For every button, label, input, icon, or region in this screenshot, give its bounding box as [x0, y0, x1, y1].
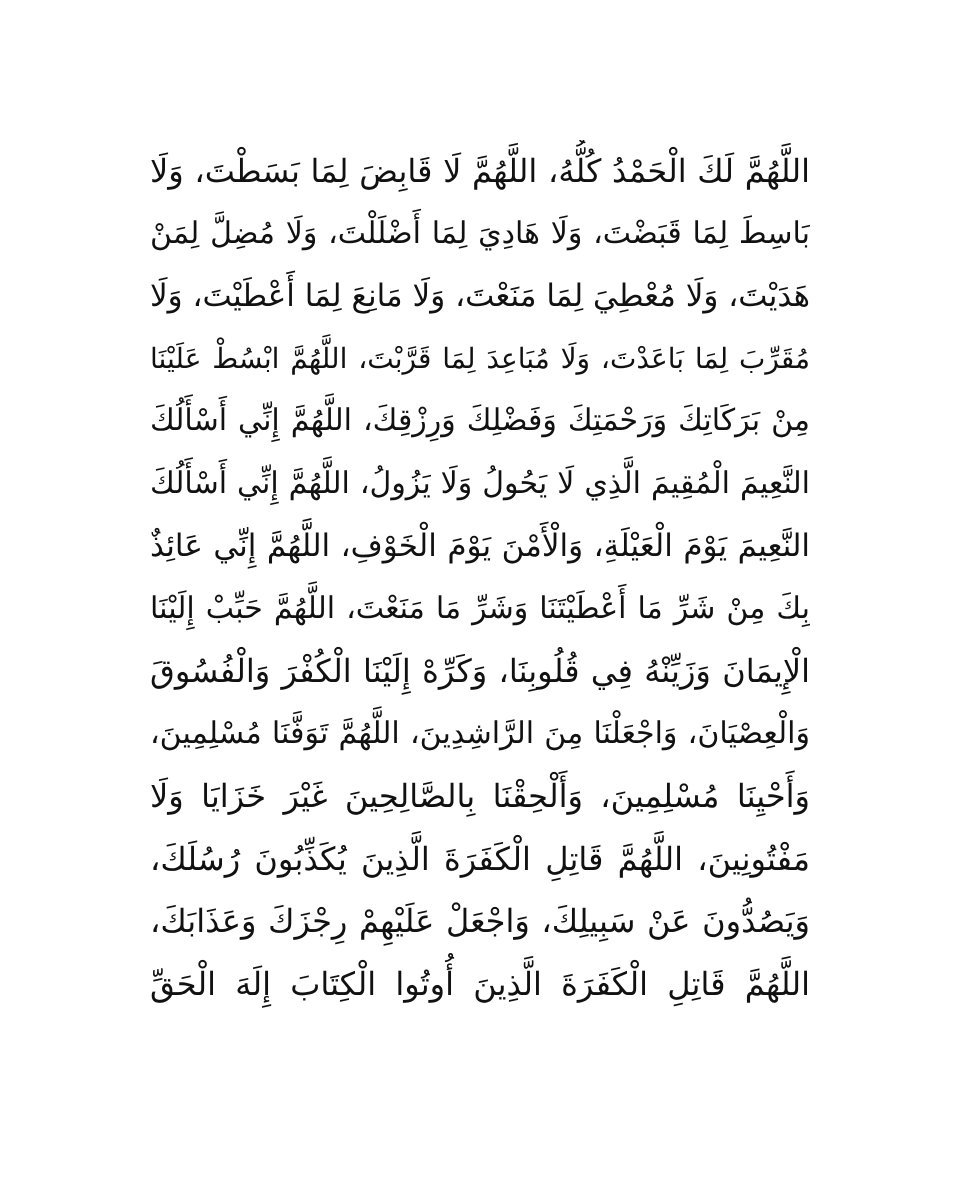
text-line: وَالْعِصْيَانَ، وَاجْعَلْنَا مِنَ الرَّاشِدِينَ، اللَّهُمَّ تَوَفَّنَا مُسْلِمِينَ، — [150, 715, 810, 751]
text-line: النَّعِيمَ يَوْمَ الْعَيْلَةِ، وَالْأَمْنَ يَوْمَ الْخَوْفِ، اللَّهُمَّ إِنِّي عَائِذٌ — [150, 528, 810, 564]
text-line: اللَّهُمَّ لَكَ الْحَمْدُ كُلُّهُ، اللَّهُمَّ لَا قَابِضَ لِمَا بَسَطْتَ، وَلَا — [150, 152, 810, 190]
text-line: الْإِيمَانَ وَزَيِّنْهُ فِي قُلُوبِنَا، وَكَرِّهْ إِلَيْنَا الْكُفْرَ وَالْفُسُوقَ — [150, 652, 810, 690]
text-line: مَفْتُونِينَ، اللَّهُمَّ قَاتِلِ الْكَفَرَةَ الَّذِينَ يُكَذِّبُونَ رُسُلَكَ، — [150, 839, 810, 878]
text-line: وَيَصُدُّونَ عَنْ سَبِيلِكَ، وَاجْعَلْ عَلَيْهِمْ رِجْزَكَ وَعَذَابَكَ، — [150, 902, 810, 940]
text-line: بَاسِطَ لِمَا قَبَضْتَ، وَلَا هَادِيَ لِمَا أَضْلَلْتَ، وَلَا مُضِلَّ لِمَنْ — [150, 215, 810, 251]
text-line: بِكَ مِنْ شَرِّ مَا أَعْطَيْتَنَا وَشَرِّ مَا مَنَعْتَ، اللَّهُمَّ حَبِّبْ إِلَيْنَا — [150, 590, 810, 626]
text-line: اللَّهُمَّ قَاتِلِ الْكَفَرَةَ الَّذِينَ أُوتُوا الْكِتَابَ إِلَهَ الْحَقِّ — [150, 964, 810, 1003]
text-line: وَأَحْيِنَا مُسْلِمِينَ، وَأَلْحِقْنَا بِالصَّالِحِينَ غَيْرَ خَزَايَا وَلَا — [150, 777, 810, 815]
text-line: مُقَرِّبَ لِمَا بَاعَدْتَ، وَلَا مُبَاعِدَ لِمَا قَرَّبْتَ، اللَّهُمَّ ابْسُطْ عَلَيْنَا — [150, 341, 810, 375]
text-line: النَّعِيمَ الْمُقِيمَ الَّذِي لَا يَحُولُ وَلَا يَزُولُ، اللَّهُمَّ إِنِّي أَسْأَلُكَ — [150, 465, 810, 501]
text-line: هَدَيْتَ، وَلَا مُعْطِيَ لِمَا مَنَعْتَ، وَلَا مَانِعَ لِمَا أَعْطَيْتَ، وَلَا — [150, 278, 810, 314]
text-line: مِنْ بَرَكَاتِكَ وَرَحْمَتِكَ وَفَضْلِكَ وَرِزْقِكَ، اللَّهُمَّ إِنِّي أَسْأَلُكَ — [150, 403, 810, 438]
supplication-text — [150, 140, 810, 1015]
